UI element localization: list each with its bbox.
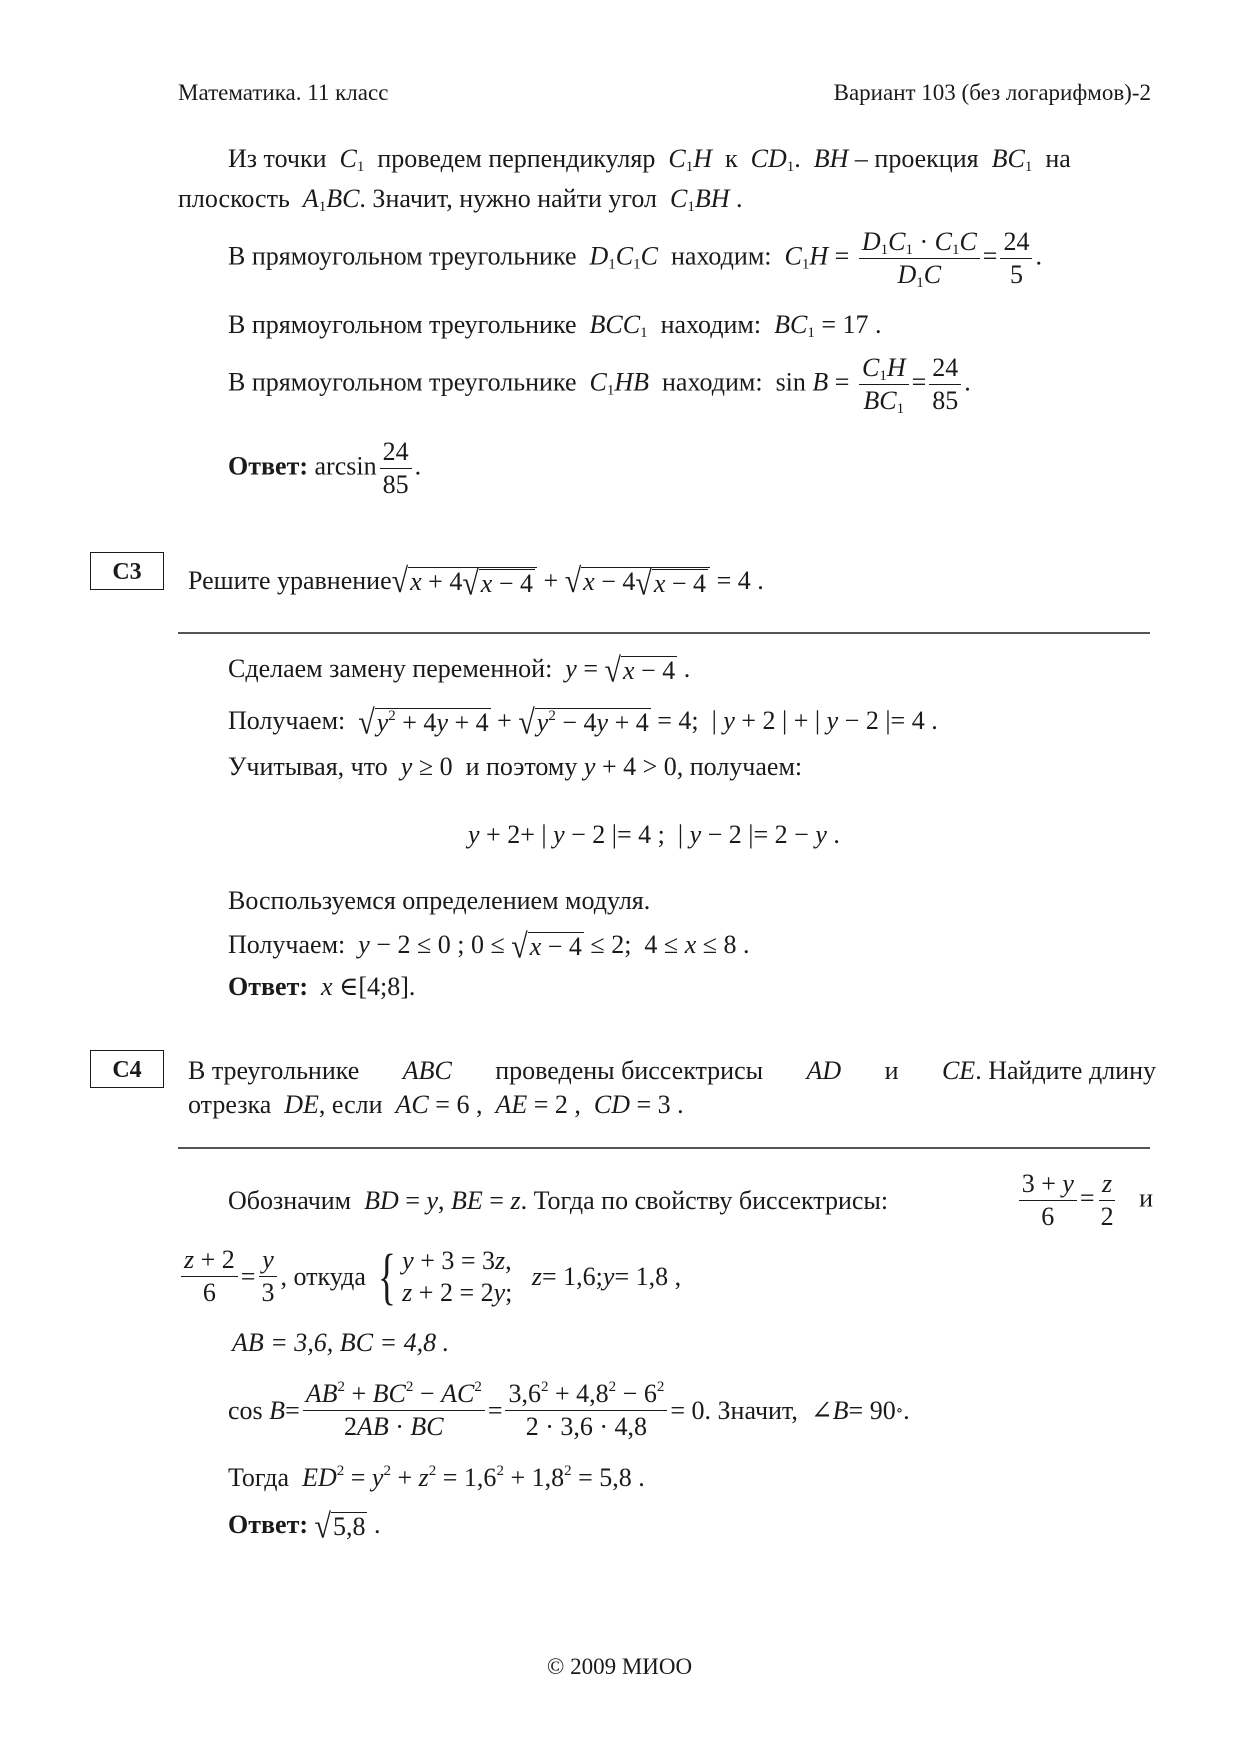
c4-system-line: $\frac{z + 2}{6}$ = $\frac{y}{3}$ , откуда { y + 3 = 3z, z + 2 = 2y; z = 1,6; y = 1,8 , xyxy=(178,1244,681,1309)
c2-step-d1c1c: В прямоугольном треугольнике $D_1C_1C$ находим: $C_1H$ = $\frac{D_1C_1 \cdot C_1C}{D_1C}$ = $\frac{24}{5}$ . xyxy=(228,227,1042,291)
c4-answer: Ответ: √ 5,8 . xyxy=(228,1507,381,1546)
c4-task-line1: В треугольнике ABC проведены биссектрисы AD и CE. Найдите длину xyxy=(188,1056,1156,1085)
c4-cos-line: cos B = $\frac{AB^2 + BC^2 - AC^2}{2AB \cdot BC}$ = $\frac{3,6^2 + 4,8^2 - 6^2}{2 \cdot 3,6 \cdot 4,8}$ = 0 . Значит, ∠ B = 90 ∘ . xyxy=(228,1379,910,1441)
c4-ed-line: Тогда $ED^2 = y^2 + z^2 = 1,6^2 + 1,8^2 = 5,8$ . xyxy=(228,1463,645,1492)
footer-copyright: © 2009 МИОО xyxy=(546,1654,693,1679)
c2-step-bcc1: В прямоугольном треугольнике $BCC_1$ находим: $BC_1 = 17$ . xyxy=(228,310,882,341)
c4-divider xyxy=(178,1147,1150,1149)
c3-given-line: Учитывая, что y ≥ 0 и поэтому y + 4 > 0, получаем: xyxy=(228,752,803,781)
c3-answer: Ответ: x ∈[4;8]. xyxy=(228,972,416,1001)
c3-result: Получаем: y − 2 ≤ 0 ; 0 ≤ √ x − 4 ≤ 2; 4 ≤ x ≤ 8 . xyxy=(228,927,750,966)
c4-ab-bc: AB = 3,6, BC = 4,8 . xyxy=(232,1328,450,1357)
c3-badge: C3 xyxy=(90,552,164,590)
c2-para-line1: Из точки $C_1$ проведем перпендикуляр $C_1H$ к $CD_1$. BH – проекция $BC_1$ на xyxy=(228,144,1071,175)
c2-para-line2: плоскость $A_1BC$. Значит, нужно найти угол $C_1BH$ . xyxy=(178,184,743,215)
c3-get-line: Получаем: √ $y^2 + 4y + 4$ + √ $y^2 - 4y + 4$ = 4; | y + 2 | + | y − 2 |= 4 . xyxy=(228,703,938,742)
header-variant: Вариант 103 (без логарифмов)-2 xyxy=(833,80,1151,105)
c2-answer: Ответ: arcsin $\frac{24}{85}$ . xyxy=(228,437,422,499)
c4-badge: C4 xyxy=(90,1050,164,1088)
c3-substitution: Сделаем замену переменной: y = √ x − 4 . xyxy=(228,651,691,690)
c3-task: Решите уравнение √ x + 4 √ x − 4 + √ x − 4 √ x − 4 = 4 . xyxy=(188,562,764,603)
c2-step-c1hb: В прямоугольном треугольнике $C_1HB$ находим: sin B = $\frac{C_1H}{BC_1}$ = $\frac{24}{85}$ . xyxy=(228,353,971,417)
c4-solution-line1: Обозначим BD = y, BE = z. Тогда по свойству биссектрисы: $\frac{3 + y}{6}$ = $\frac{z}{2}$ и xyxy=(228,1169,1153,1231)
c3-equation: y + 2+ | y − 2 |= 4 ; | y − 2 |= 2 − y . xyxy=(468,820,840,849)
header-subject: Математика. 11 класс xyxy=(178,80,389,105)
c4-task-line2: отрезка DE, если AC = 6 , AE = 2 , CD = 3 . xyxy=(188,1090,684,1119)
c3-divider xyxy=(178,632,1150,634)
c3-modulus: Воспользуемся определением модуля. xyxy=(228,886,651,915)
